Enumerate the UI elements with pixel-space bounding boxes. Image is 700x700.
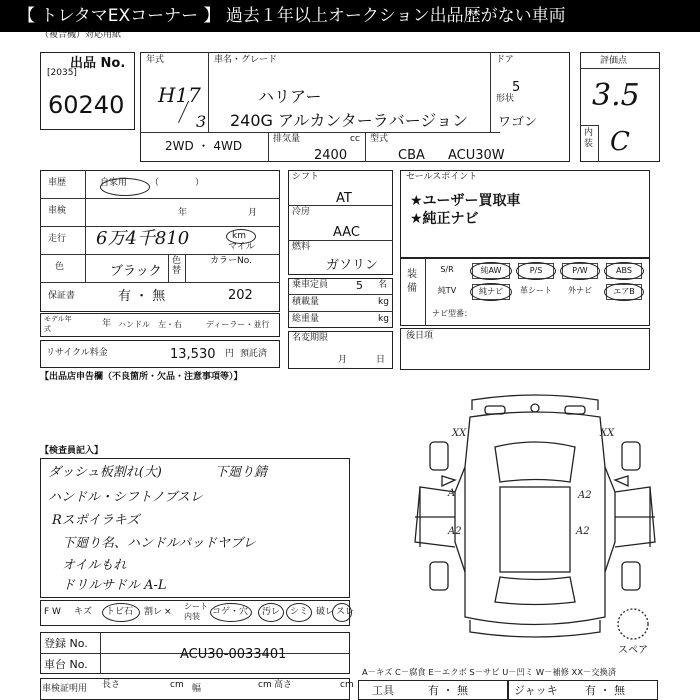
jack-options: 有 ・ 無: [585, 684, 625, 697]
capacity-label: 乗車定員: [292, 280, 329, 290]
equip-circle-abs: [604, 262, 644, 280]
inspector-note-6: ドリルサドル A-L: [62, 578, 167, 593]
score-label: 評価点: [600, 56, 628, 66]
interior-label: 内装: [584, 128, 594, 149]
model-year-label: モデル年式: [44, 315, 72, 333]
warranty-label: 保証書: [48, 291, 76, 301]
equip-navi: 純ナビ: [472, 284, 510, 300]
mileage-value: 6万4千810: [96, 228, 190, 249]
model-value: ACU30W: [448, 148, 505, 163]
damage-legend: A－キズ C－腐食 E－エクボ S－サビ U－凹ミ W－補修 XX－交換済: [362, 667, 617, 677]
damage-burn: コゲ・穴: [212, 607, 249, 617]
cert-length: 長さ: [102, 680, 121, 690]
car-damage-diagram: [400, 392, 670, 644]
car-grade: 240G アルカンターラバージョン: [230, 111, 469, 130]
history-paren: （ ）: [150, 178, 205, 188]
inspector-note-right: 下廻り錆: [215, 465, 268, 480]
inspector-note-1: ダッシュ板割れ(大): [48, 465, 162, 480]
fuel-value: ガソリン: [326, 258, 379, 273]
damage-seat: シート: [184, 602, 208, 611]
recycle-value: 13,530: [170, 347, 216, 362]
dirt-circle: [258, 603, 284, 622]
model-label: 型式: [370, 134, 389, 144]
equip-alloy: 純AW: [472, 263, 510, 279]
inspection-label: 車検: [48, 206, 67, 216]
chip-circle: [102, 603, 140, 622]
inspector-label: 【検査員記入】: [40, 446, 104, 456]
handle-value: 左・右: [158, 320, 182, 329]
equip-circle-alloy: [470, 262, 512, 280]
later-label: 後日項: [406, 331, 434, 341]
load-unit: kg: [378, 297, 389, 307]
shift-label: シフト: [292, 172, 320, 182]
year-month: 3: [196, 112, 207, 131]
shift-value: AT: [336, 191, 352, 206]
inspector-note-3: Rスポイラキズ: [52, 513, 140, 528]
ac-label: 冷房: [292, 207, 311, 217]
equip-circle-navi: [470, 283, 512, 301]
chassis-value: ACU30-0033401: [180, 647, 287, 662]
equip-sr: S/R: [440, 265, 454, 274]
equip-ps: P/S: [518, 263, 554, 279]
damage-dirt: 汚レ: [262, 607, 281, 617]
capacity-unit: 名: [378, 280, 388, 290]
form-note: （複合機）対応用紙: [40, 30, 122, 40]
ac-value: AAC: [333, 225, 360, 240]
lot-code: [2035]: [47, 68, 77, 78]
inspection-year: 年: [178, 208, 188, 218]
equip-pw: P/W: [562, 263, 598, 279]
equip-ext-navi: 外ナビ: [568, 286, 592, 295]
equip-circle-ps: [516, 262, 556, 280]
stain-circle: [286, 603, 312, 622]
seller-notes-label: 【出品店申告欄（不良箇所・欠品・注意事項等）】: [40, 372, 243, 382]
color-change-label: 色替: [172, 256, 182, 276]
chassis-label: 車台 No.: [44, 658, 88, 671]
inspector-note-4: 下廻り名、ハンドルパッドヤブレ: [62, 536, 256, 551]
interior-value: C: [610, 127, 630, 157]
equip-airbag: エアB: [606, 284, 642, 300]
gross-label: 総重量: [292, 314, 320, 324]
damage-crack: 割レ: [144, 607, 163, 617]
model-year-year: 年: [102, 319, 112, 329]
equip-circle-airbag: [604, 283, 644, 301]
mark-right-rear: A2: [576, 526, 590, 537]
cert-height: 高さ: [274, 680, 293, 690]
cert-label: 車検証明用: [42, 684, 88, 694]
wear-circle: [332, 603, 355, 622]
mark-front-left: XX: [452, 428, 467, 439]
navi-type-label: ナビ型番：: [432, 309, 472, 318]
door-label: ドア: [496, 55, 514, 65]
mark-front-right: XX: [600, 428, 615, 439]
cert-length-unit: cm: [170, 680, 184, 690]
damage-internal: 内装: [184, 612, 200, 621]
sales-points-label: セールスポイント: [406, 172, 478, 182]
model-prefix: CBA: [398, 148, 425, 163]
nameplate-label: 名変期限: [292, 333, 329, 343]
damage-scratch: キズ: [74, 607, 92, 617]
later-box: [400, 328, 650, 370]
displacement-value: 2400: [314, 148, 348, 163]
inspector-note-5: オイルもれ: [62, 558, 127, 573]
sales-point-2: ★純正ナビ: [410, 211, 479, 227]
recycle-label: リサイクル料金: [46, 348, 108, 358]
burn-circle: [210, 603, 252, 622]
displacement-unit: cc: [350, 134, 360, 144]
color-code: 202: [228, 288, 253, 303]
displacement-label: 排気量: [273, 134, 301, 144]
cert-height-unit: cm: [340, 680, 354, 690]
mileage-label: 走行: [48, 234, 67, 244]
recycle-unit: 円: [225, 349, 235, 359]
door-value: 5: [512, 80, 521, 95]
color-code-label: カラーNo.: [210, 256, 252, 266]
nameplate-day: 日: [376, 355, 386, 365]
fuel-label: 燃料: [292, 242, 311, 252]
spare-label: スペア: [618, 645, 648, 656]
history-circle: [100, 178, 150, 196]
equip-tv: 純TV: [437, 286, 457, 295]
lot-number: 60240: [48, 91, 125, 119]
car-name-label: 車名・グレード: [214, 55, 278, 65]
equipment-label: 装備: [407, 269, 417, 294]
banner: 【 トレタマEXコーナー 】 過去１年以上オークション出品歴がない車両: [0, 0, 700, 32]
damage-x: ×: [164, 607, 172, 617]
damage-stain: シミ: [290, 607, 309, 617]
shape-value: ワゴン: [498, 115, 538, 130]
capacity-value: 5: [356, 279, 363, 292]
inspector-note-2: ハンドル・シフトノブスレ: [48, 490, 203, 505]
load-label: 積載量: [292, 297, 320, 307]
shape-label: 形状: [496, 94, 515, 104]
damage-tear: 破レ: [316, 607, 335, 617]
car-name: ハリアー: [258, 87, 322, 106]
year-era: H17: [158, 83, 201, 107]
mark-right-front: A2: [578, 490, 592, 501]
dealer-value: ディーラー・並行: [206, 320, 270, 329]
handle-label: ハンドル: [118, 320, 150, 329]
mileage-unit-km: km: [232, 231, 246, 241]
inspection-month: 月: [248, 208, 258, 218]
history-label: 車歴: [48, 178, 67, 188]
cert-width: 幅: [192, 684, 202, 694]
mark-left-rear: A2: [448, 526, 462, 537]
lot-label: 出品 No.: [70, 56, 126, 71]
year-label: 年式: [146, 55, 165, 65]
equip-circle-pw: [560, 262, 600, 280]
damage-fw: F W: [44, 607, 61, 617]
warranty-options: 有 ・ 無: [118, 289, 166, 304]
tools-options: 有 ・ 無: [428, 684, 468, 697]
color-label: 色: [55, 262, 65, 272]
tools-label: 工具: [372, 684, 394, 697]
mileage-km-circle: [226, 229, 256, 244]
cert-width-unit: cm: [258, 680, 272, 690]
score-value: 3.5: [592, 78, 640, 113]
jack-label: ジャッキ: [514, 684, 558, 697]
history-value: 自家用: [100, 178, 128, 188]
gross-unit: kg: [378, 314, 389, 324]
sales-point-1: ★ユーザー買取車: [410, 193, 521, 209]
reg-label: 登録 No.: [44, 637, 88, 650]
mark-left-front: A: [448, 488, 456, 499]
nameplate-month: 月: [338, 355, 348, 365]
damage-chip: トビ石: [106, 607, 134, 617]
damage-wear: スレ: [336, 607, 355, 617]
equip-abs: ABS: [606, 263, 642, 279]
mileage-unit-mile: マイル: [228, 242, 255, 252]
equip-leather: 革シート: [520, 286, 552, 295]
color-value: ブラック: [110, 264, 162, 279]
drive-options: 2WD ・ 4WD: [165, 139, 243, 153]
recycle-note: 預託済: [240, 349, 268, 359]
